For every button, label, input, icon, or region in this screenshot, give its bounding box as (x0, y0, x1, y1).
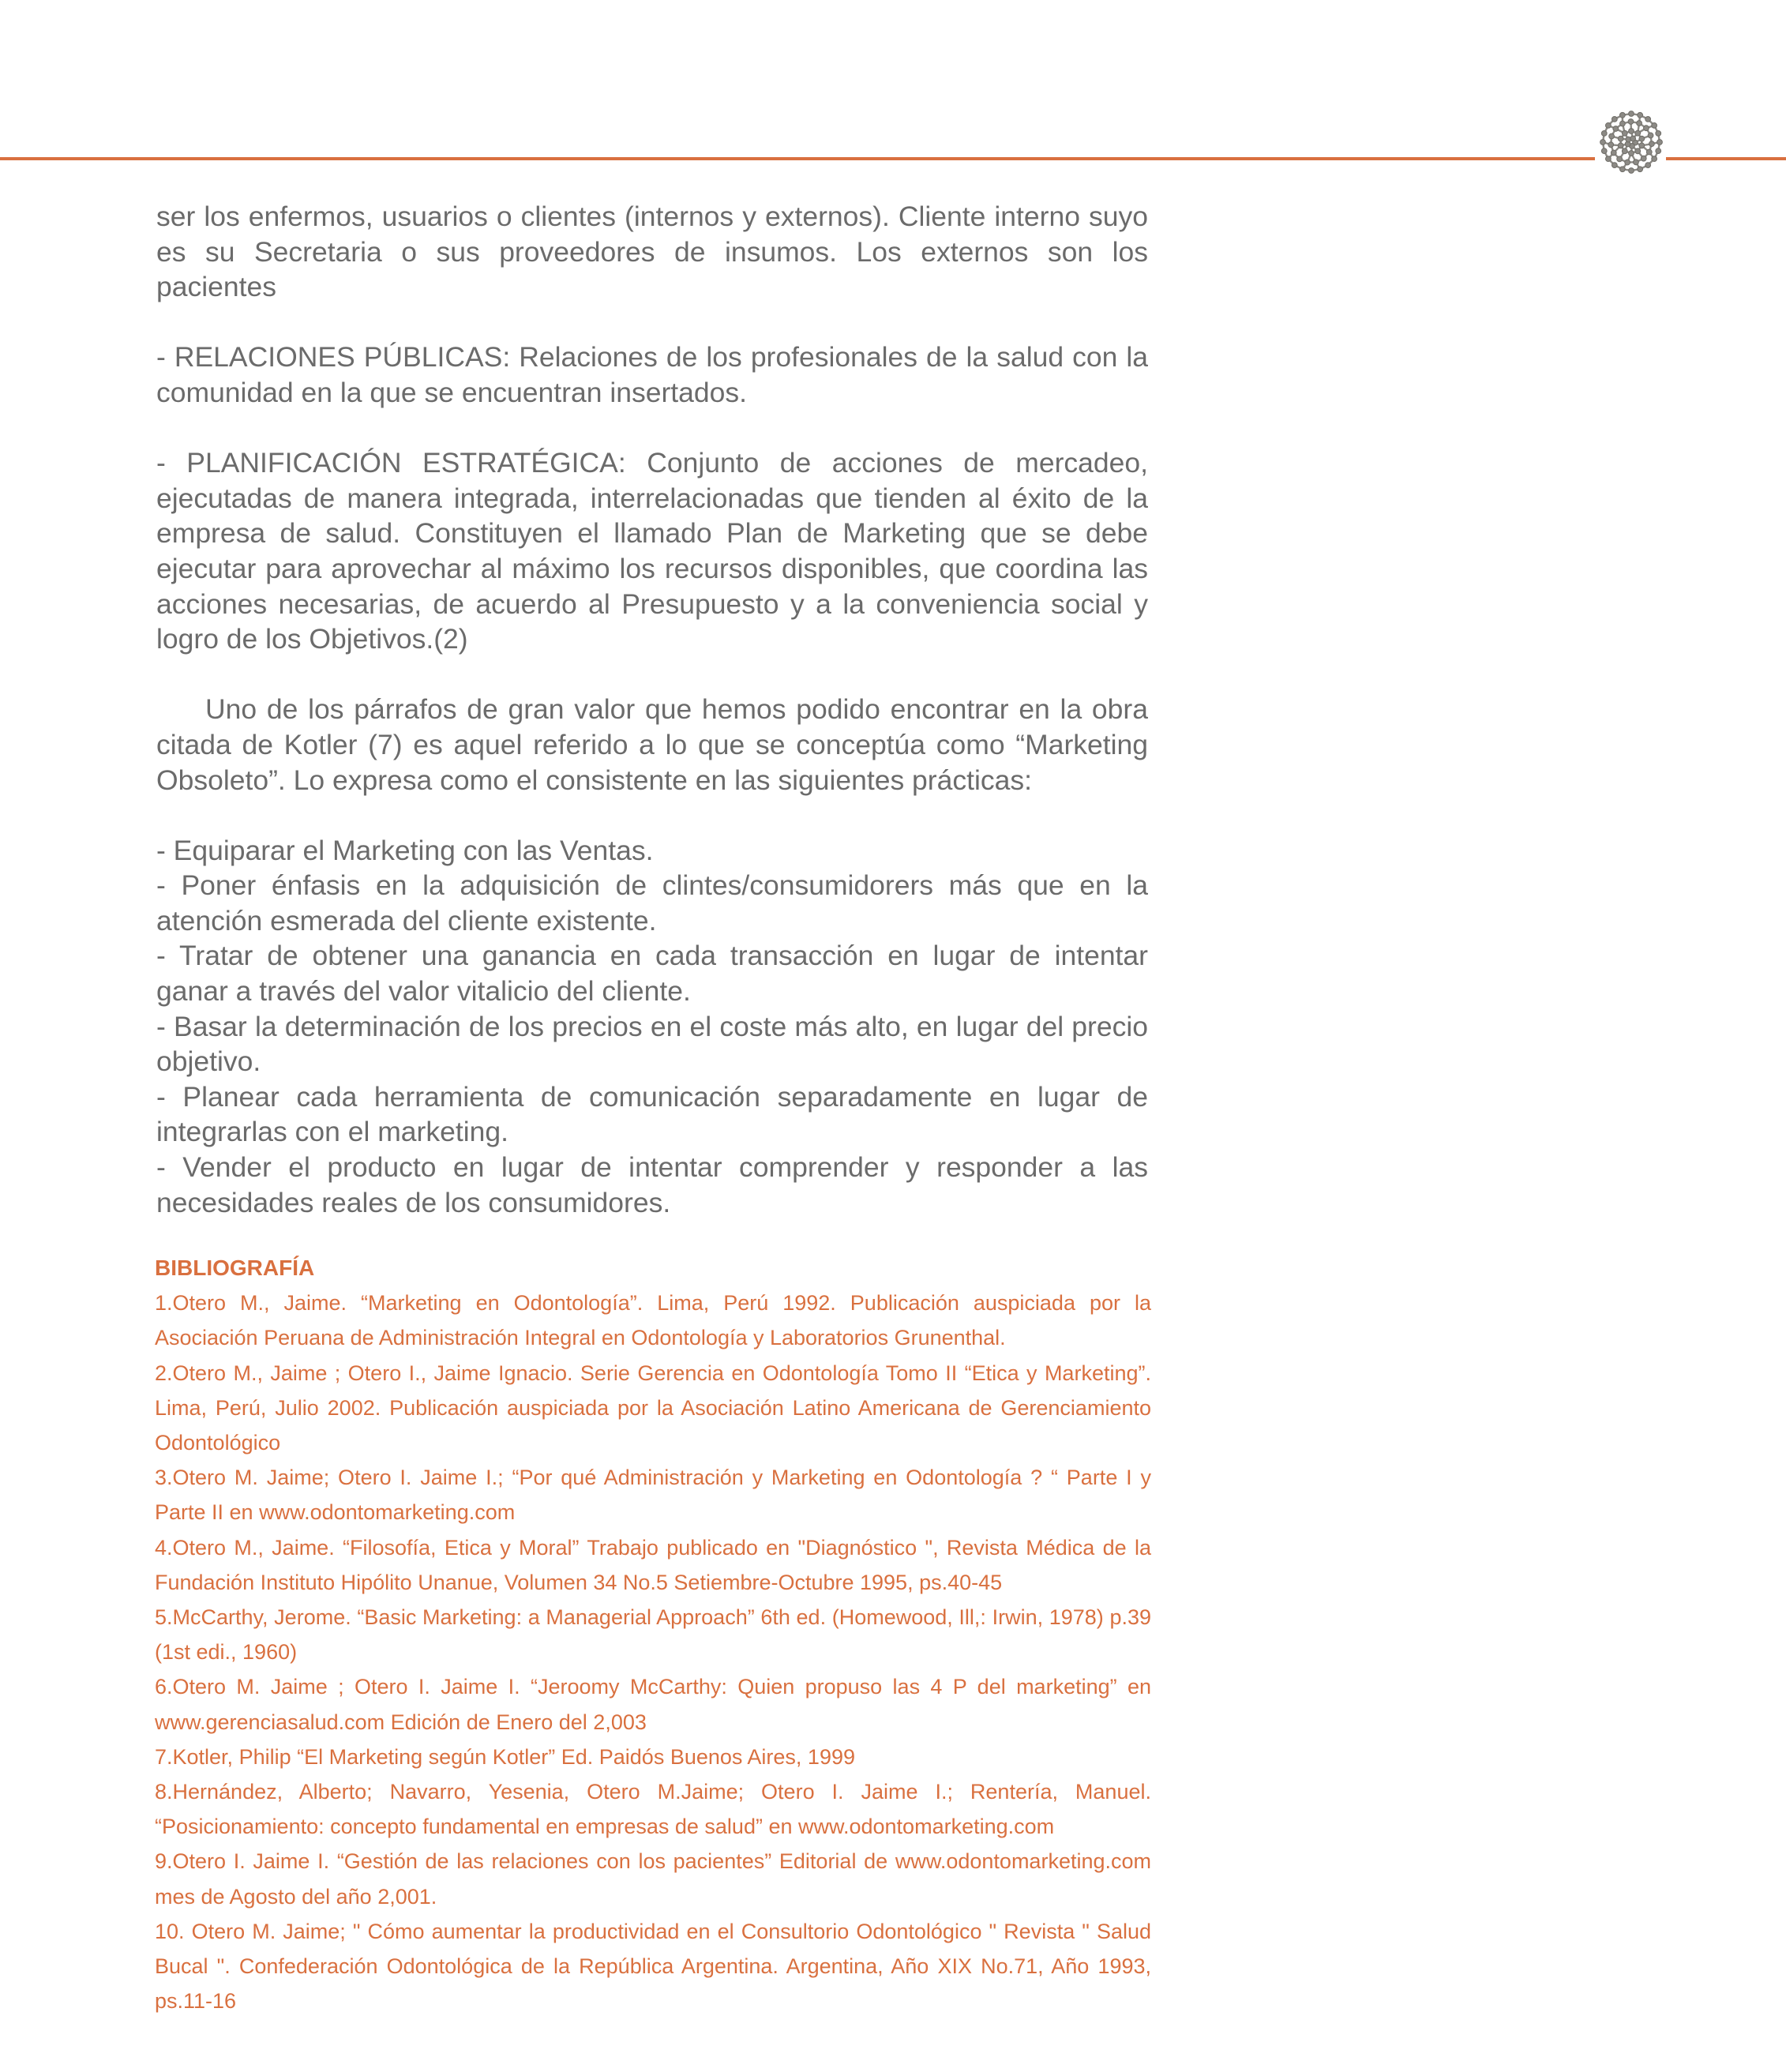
bibliography-list (155, 1286, 1151, 2018)
bibliography-entry: 5.McCarthy, Jerome. “Basic Marketing: a Managerial Approach” 6th ed. (Homewood, Ill,: Irwin, 1978) p.39 (1st edi., 1960) (155, 1605, 1151, 1665)
obsolete-practices-list (156, 833, 1148, 1221)
paragraph-kotler-obsolete-marketing: Uno de los párrafos de gran valor que hemos podido encontrar en la obra citada de Kotler (7) es aquel referido a lo que se conceptúa como “Marketing Obsoleto”. Lo expresa como el consistente en las siguientes prácticas: (156, 693, 1148, 796)
paragraph-clients: ser los enfermos, usuarios o clientes (internos y externos). Cliente interno suyo es su Secretaria o sus proveedores de insumos. Los externos son los pacientes (156, 201, 1148, 303)
paragraph-public-relations: - RELACIONES PÚBLICAS: Relaciones de los profesionales de la salud con la comunidad en la que se encuentran insertados. (156, 341, 1148, 408)
fullerene-molecule-icon (1598, 109, 1664, 175)
practice-item: - Vender el producto en lugar de intentar comprender y responder a las necesidades reales de los consumidores. (156, 1151, 1148, 1218)
bibliography-entry: 4.Otero M., Jaime. “Filosofía, Etica y Moral” Trabajo publicado en "Diagnóstico ", Revista Médica de la Fundación Instituto Hipólito Unanue, Volumen 34 No.5 Setiembre-Octubre 1995, ps.40-45 (155, 1535, 1151, 1594)
header-rule-right (1666, 157, 1786, 160)
bibliography-entry: 6.Otero M. Jaime ; Otero I. Jaime I. “Jeroomy McCarthy: Quien propuso las 4 P del marketing” en www.gerenciasalud.com Edición de Enero del 2,003 (155, 1675, 1151, 1734)
practice-item: - Tratar de obtener una ganancia en cada transacción en lugar de intentar ganar a través del valor vitalicio del cliente. (156, 940, 1148, 1008)
article-body (156, 199, 1148, 1220)
practice-item: - Basar la determinación de los precios en el coste más alto, en lugar del precio objetivo. (156, 1010, 1148, 1078)
bibliography-entry: 10. Otero M. Jaime; " Cómo aumentar la productividad en el Consultorio Odontológico " Revista " Salud Bucal ". Confederación Odontológica de la República Argentina. Argentina, Año XIX No.71, Año 1993, ps.11-16 (155, 1919, 1151, 2014)
practice-item: - Planear cada herramienta de comunicación separadamente en lugar de integrarlas con el marketing. (156, 1080, 1148, 1148)
practice-item: - Poner énfasis en la adquisición de clintes/consumidorers más que en la atención esmerada del cliente existente. (156, 869, 1148, 937)
bibliography-entry: 8.Hernández, Alberto; Navarro, Yesenia, Otero M.Jaime; Otero I. Jaime I.; Rentería, Manuel. “Posicionamiento: concepto fundamental en empresas de salud” en www.odontomarketing.com (155, 1780, 1151, 1839)
practice-item: - Equiparar el Marketing con las Ventas. (156, 834, 654, 866)
bibliography-entry: 1.Otero M., Jaime. “Marketing en Odontología”. Lima, Perú 1992. Publicación auspiciada por la Asociación Peruana de Administración Integral en Odontología y Laboratorios Grunenthal. (155, 1291, 1151, 1350)
bibliography-section (155, 1251, 1151, 2018)
bibliography-heading: BIBLIOGRAFÍA (155, 1256, 315, 1280)
paragraph-strategic-planning: - PLANIFICACIÓN ESTRATÉGICA: Conjunto de acciones de mercadeo, ejecutadas de manera integrada, interrelacionadas que tienden al éxito de la empresa de salud. Constituyen el llamado Plan de Marketing que se debe ejecutar para aprovechar al máximo los recursos disponibles, que coordina las acciones necesarias, de acuerdo al Presupuesto y a la conveniencia social y logro de los Objetivos.(2) (156, 447, 1148, 655)
bibliography-entry: 2.Otero M., Jaime ; Otero I., Jaime Ignacio. Serie Gerencia en Odontología Tomo II “Etica y Marketing”. Lima, Perú, Julio 2002. Publicación auspiciada por la Asociación Latino Americana de Gerenciamiento Odontológico (155, 1361, 1151, 1455)
header-rule-left (0, 157, 1595, 160)
bibliography-entry: 3.Otero M. Jaime; Otero I. Jaime I.; “Por qué Administración y Marketing en Odontología ? “ Parte I y Parte II en www.odontomarketing.com (155, 1466, 1151, 1525)
bibliography-entry: 9.Otero I. Jaime I. “Gestión de las relaciones con los pacientes” Editorial de www.odontomarketing.com mes de Agosto del año 2,001. (155, 1849, 1151, 1909)
bibliography-entry: 7.Kotler, Philip “El Marketing según Kotler” Ed. Paidós Buenos Aires, 1999 (155, 1744, 855, 1769)
